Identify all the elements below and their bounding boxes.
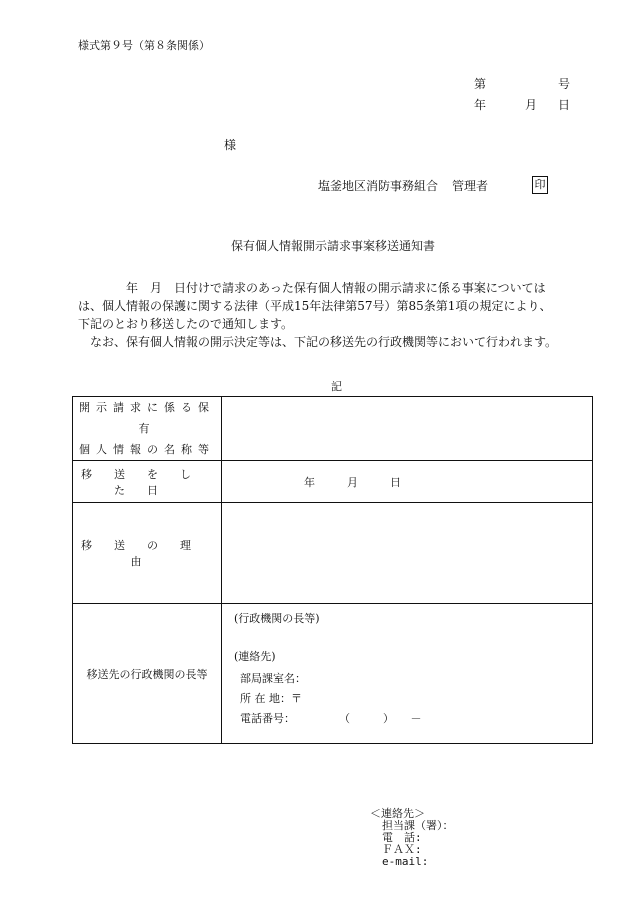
table-row — [73, 604, 593, 744]
body-line-1: 年 月 日付けで請求のあった保有個人情報の開示請求に係る事案については — [78, 281, 546, 295]
value-destination[interactable] — [222, 604, 593, 744]
label-transfer-date-text: 移送をした日 — [81, 467, 213, 497]
label-reason-text: 移送の理由 — [81, 539, 213, 568]
date-year: 年 — [474, 98, 487, 112]
sender-org: 塩釜地区消防事務組合 — [318, 179, 439, 193]
value-info-name[interactable] — [222, 397, 593, 461]
date-day: 日 — [557, 98, 570, 112]
transfer-year: 年 — [304, 475, 315, 489]
label-info-name — [73, 397, 222, 461]
table-row — [73, 503, 593, 604]
document-number — [474, 78, 570, 90]
sender — [318, 180, 488, 192]
body-line-3: 下記のとおり移送したので通知します。 — [78, 317, 294, 331]
label-destination — [73, 604, 222, 744]
footer-contact-heading: ＜連絡先＞ — [370, 807, 425, 820]
transfer-day: 日 — [390, 475, 401, 489]
footer-contact — [370, 808, 454, 868]
body-line-2: は、個人情報の保護に関する法律（平成15年法律第57号）第85条第1項の規定により、 — [78, 299, 552, 313]
table-row — [73, 461, 593, 503]
table-row — [73, 397, 593, 461]
transfer-table — [72, 396, 593, 744]
dest-address: 所 在 地：〒 — [240, 692, 302, 705]
recipient-honorific: 様 — [224, 138, 237, 152]
transfer-date-fields — [222, 474, 592, 490]
document-title: 保有個人情報開示請求事案移送通知書 — [231, 239, 436, 253]
sender-role: 管理者 — [452, 179, 489, 193]
label-transfer-date — [73, 461, 222, 503]
dest-contact: (連絡先) — [234, 650, 276, 663]
number-go: 号 — [557, 77, 570, 91]
body-text — [78, 279, 598, 351]
number-dai: 第 — [474, 77, 487, 91]
label-reason — [73, 503, 222, 604]
label-info-name-line2: 個人情報の名称等 — [79, 443, 215, 456]
ki-heading: 記 — [331, 380, 342, 393]
value-transfer-date[interactable] — [222, 461, 593, 503]
footer-tel: 電 話: — [382, 831, 422, 844]
form-id: 様式第９号（第８条関係） — [78, 39, 210, 52]
document-date — [474, 99, 570, 111]
label-destination-text: 移送先の行政機関の長等 — [86, 667, 208, 681]
footer-section: 担当課（署）： — [382, 819, 454, 832]
dest-tel: 電話番号： （ ） － — [240, 712, 422, 725]
value-reason[interactable] — [222, 503, 593, 604]
date-month: 月 — [524, 98, 537, 112]
dest-head: (行政機関の長等) — [234, 612, 320, 625]
label-info-name-line1: 開示請求に係る保有 — [79, 401, 215, 435]
footer-fax: ＦＡＸ: — [382, 843, 422, 856]
dest-dept: 部局課室名： — [240, 672, 306, 685]
footer-email: e-mail: — [382, 855, 429, 868]
seal-box: 印 — [532, 176, 548, 194]
transfer-month: 月 — [347, 475, 358, 489]
body-line-4: なお、保有個人情報の開示決定等は、下記の移送先の行政機関等において行われます。 — [78, 335, 558, 349]
